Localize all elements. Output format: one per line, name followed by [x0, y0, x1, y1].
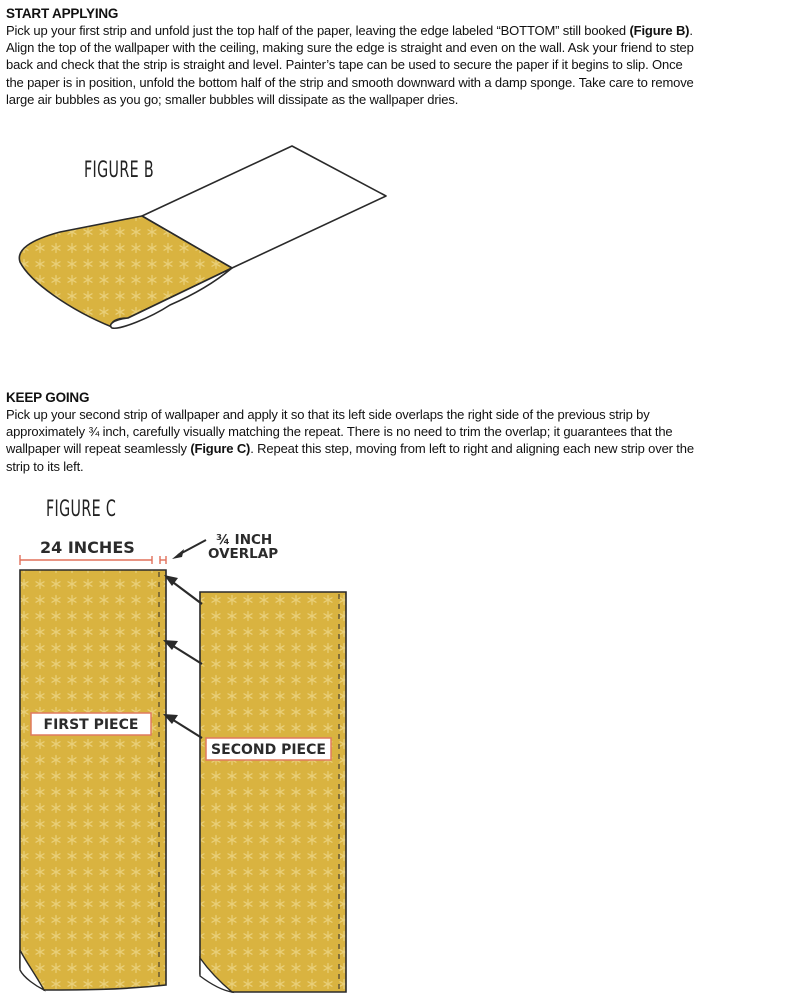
figure-c-illustration: [20, 532, 346, 992]
section-keep-going: [6, 389, 696, 475]
paragraph-text: Pick up your second strip of wallpaper and apply it so that its left side overlaps the right side of the previous strip by approximately ¾ inch, carefully visually matching the repeat. There is no need to trim the overlap; it guarantees that the wallpaper will repeat seamlessly: [6, 407, 673, 457]
figure-b-label: FIGURE B: [84, 158, 154, 183]
paragraph-text: . Align the top of the wallpaper with the ceiling, making sure the edge is straight and even on the wall. Ask your friend to step back and check that the strip is straight and level. Painter’s tape can be used to secure the paper if it begins to slip. Once the paper is in position, unfold the bottom half of the strip and smooth downward with a damp sponge. Take care to remove large air bubbles as you go; smaller bubbles will dissipate as the wallpaper dries.: [6, 23, 694, 107]
figure-c-label: FIGURE C: [46, 497, 117, 522]
paragraph-text: Pick up your first strip and unfold just the top half of the paper, leaving the edge labeled “BOTTOM” still booked: [6, 23, 630, 38]
second-piece-label: SECOND PIECE: [211, 742, 326, 758]
paragraph-text: . Repeat this step, moving from left to right and aligning each new strip over the strip to its left.: [6, 441, 694, 474]
second-strip: [200, 592, 346, 992]
heading-start-applying: START APPLYING: [6, 6, 119, 21]
paragraph-keep-going: [6, 406, 696, 475]
first-strip: [20, 570, 166, 990]
figure-b-reference: (Figure B): [629, 23, 690, 38]
heading-keep-going: KEEP GOING: [6, 390, 90, 405]
figure-c-reference: (Figure C): [190, 441, 251, 457]
figure-b-illustration: [19, 146, 386, 328]
overlap-label-line1: ¾ INCH: [216, 532, 273, 548]
overlap-label-line2: OVERLAP: [208, 546, 279, 562]
width-label: 24 INCHES: [40, 538, 135, 557]
direction-arrows: [163, 575, 202, 738]
first-piece-label: FIRST PIECE: [43, 717, 139, 733]
